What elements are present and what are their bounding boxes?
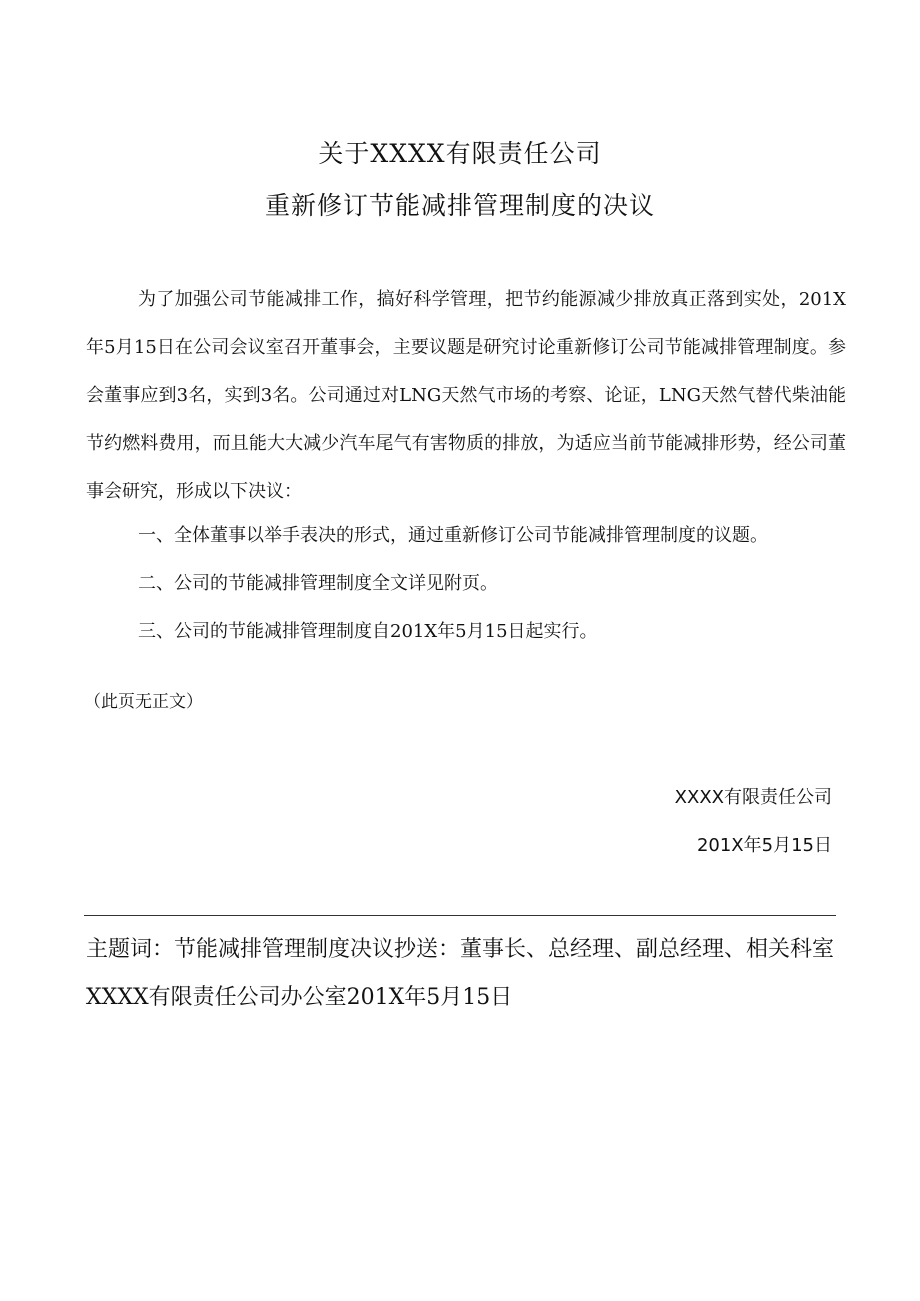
footer-divider xyxy=(84,915,836,916)
resolution-item-2: 二、公司的节能减排管理制度全文详见附页。 xyxy=(138,573,498,594)
signature-date: 201X年5月15日 xyxy=(696,835,832,856)
signature-company: XXXX有限责任公司 xyxy=(674,787,832,808)
no-body-note: （此页无正文） xyxy=(84,692,203,712)
document-title-line-1: 关于XXXX有限责任公司 xyxy=(318,139,602,168)
body-paragraph-intro: 为了加强公司节能减排工作，搞好科学管理，把节约能源减少排放真正落到实处，201X年5月15日在公司会议室召开董事会，主要议题是研究讨论重新修订公司节能减排管理制度。参会董事应到3名，实到3名。公司通过对LNG天然气市场的考察、论证，LNG天然气替代柴油能节约燃料费用，而且能大大减少汽车尾气有害物质的排放，为适应当前节能减排形势，经公司董事会研究，形成以下决议： xyxy=(86,289,846,502)
footer-keywords-cc: 主题词：节能减排管理制度决议抄送：董事长、总经理、副总经理、相关科室XXXX有限责任公司办公室201X年5月15日 xyxy=(86,937,835,1010)
document-title-line-2: 重新修订节能减排管理制度的决议 xyxy=(264,191,655,220)
resolution-item-1: 一、全体董事以举手表决的形式，通过重新修订公司节能减排管理制度的议题。 xyxy=(138,525,768,546)
resolution-item-3: 三、公司的节能减排管理制度自201X年5月15日起实行。 xyxy=(138,621,598,642)
